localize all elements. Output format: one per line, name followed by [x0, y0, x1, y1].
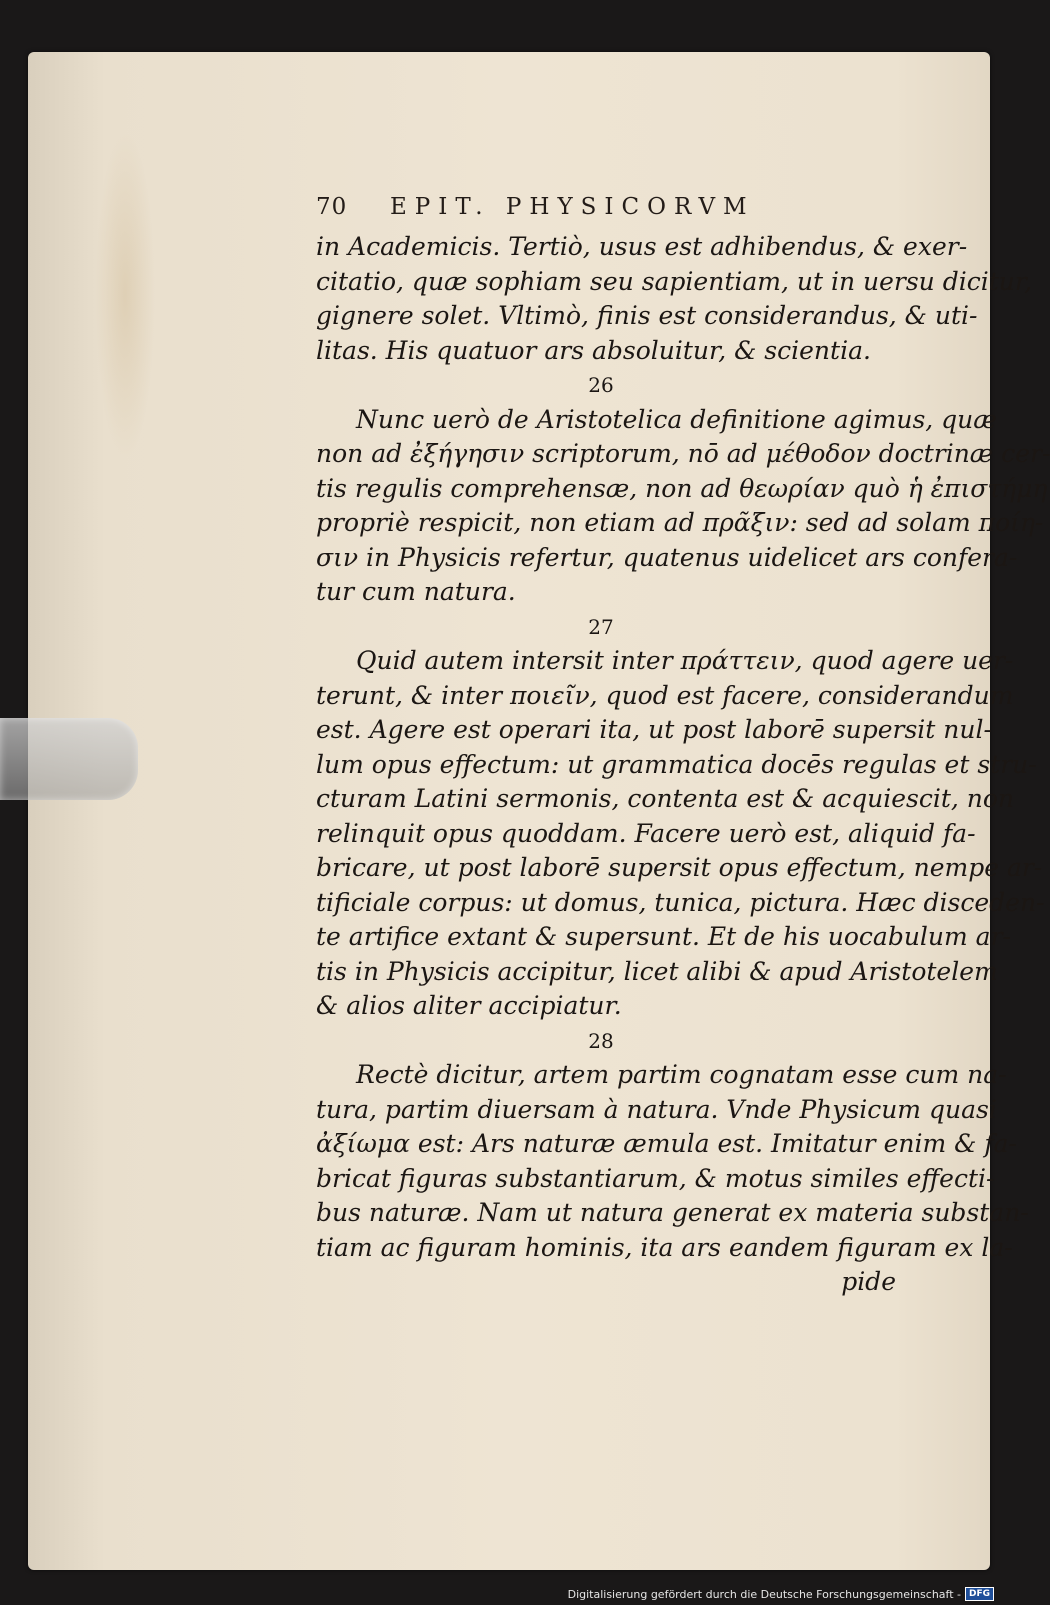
text-line: bricare, ut post laborē supersit opus effectum, nempe ar- [316, 853, 1043, 882]
text-block [316, 194, 1050, 1300]
text-line: in Academicis. Tertiò, usus est adhibendus, & exer- [316, 232, 968, 261]
credit-text: Digitalisierung gefördert durch die Deutsche Forschungsgemeinschaft - [567, 1587, 961, 1601]
section-number: 27 [588, 614, 614, 639]
text-line: non ad ἐξήγησιν scriptorum, nō ad μέθοδον doctrinæ cer- [316, 439, 1050, 468]
section-number: 28 [588, 1028, 614, 1053]
sections [316, 230, 1050, 1265]
text-line: σιν in Physicis refertur, quatenus uidelicet ars confera- [316, 542, 1018, 572]
text-line: propriè respicit, non etiam ad πρᾶξιν: sed ad solam ποίη- [316, 508, 1044, 537]
dfg-logo-icon: DFG [965, 1587, 994, 1601]
text-line: Nunc uerò de Aristotelica definitione agimus, quæ [356, 404, 997, 434]
text-line: ἀξίωμα est: Ars naturæ æmula est. Imitatur enim & fa- [316, 1129, 1017, 1158]
text-line: Rectè dicitur, artem partim cognatam esse cum na- [356, 1060, 1007, 1089]
text-line: tis regulis comprehensæ, non ad θεωρίαν quò ἡ ἐπιστήμη [316, 473, 1048, 503]
page-number: 70 [316, 194, 348, 220]
text-line: litas. His quatuor ars absoluitur, & scientia. [316, 335, 871, 365]
text-line: citatio, quæ sophiam seu sapientiam, ut in uersu dicitur, [316, 266, 1033, 296]
paper-stain [95, 130, 155, 460]
text-line: terunt, & inter ποιεῖν, quod est facere, considerandum [316, 680, 1014, 710]
catchword: pide [841, 1267, 896, 1296]
text-line: bricat figuras substantiarum, & motus similes effecti- [316, 1163, 995, 1193]
text-line: tis in Physicis accipitur, licet alibi & apud Aristotelem [316, 956, 998, 986]
text-line: tificiale corpus: ut domus, tunica, pictura. Hæc disceden- [316, 887, 1045, 917]
text-line: relinquit opus quoddam. Facere uerò est, aliquid fa- [316, 818, 976, 848]
text-line: tiam ac figuram hominis, ita ars eandem figuram ex la- [316, 1232, 1013, 1262]
footer-credit [568, 1587, 994, 1601]
text-line: tur cum natura. [316, 577, 516, 606]
text-line: gignere solet. Vltimò, finis est considerandus, & uti- [316, 301, 978, 330]
text-line: te artifice extant & supersunt. Et de his uocabulum ar- [316, 922, 1011, 951]
running-title: EPIT. PHYSICORVM [390, 194, 755, 220]
text-line: tura, partim diuersam à natura. Vnde Physicum quasi [316, 1094, 997, 1124]
section-number: 26 [588, 373, 614, 397]
text-line: cturam Latini sermonis, contenta est & acquiescit, non [316, 784, 1015, 813]
page-header [316, 194, 926, 230]
text-line: bus naturæ. Nam ut natura generat ex materia substan- [316, 1198, 1029, 1227]
text-line: Quid autem intersit inter πράττειν, quod agere uer- [356, 646, 1014, 675]
text-line: & alios aliter accipiatur. [316, 991, 622, 1020]
page-clip [0, 718, 138, 800]
text-line: est. Agere est operari ita, ut post laborē supersit nul- [316, 715, 992, 744]
text-line: lum opus effectum: ut grammatica docēs regulas et stru- [316, 749, 1037, 779]
